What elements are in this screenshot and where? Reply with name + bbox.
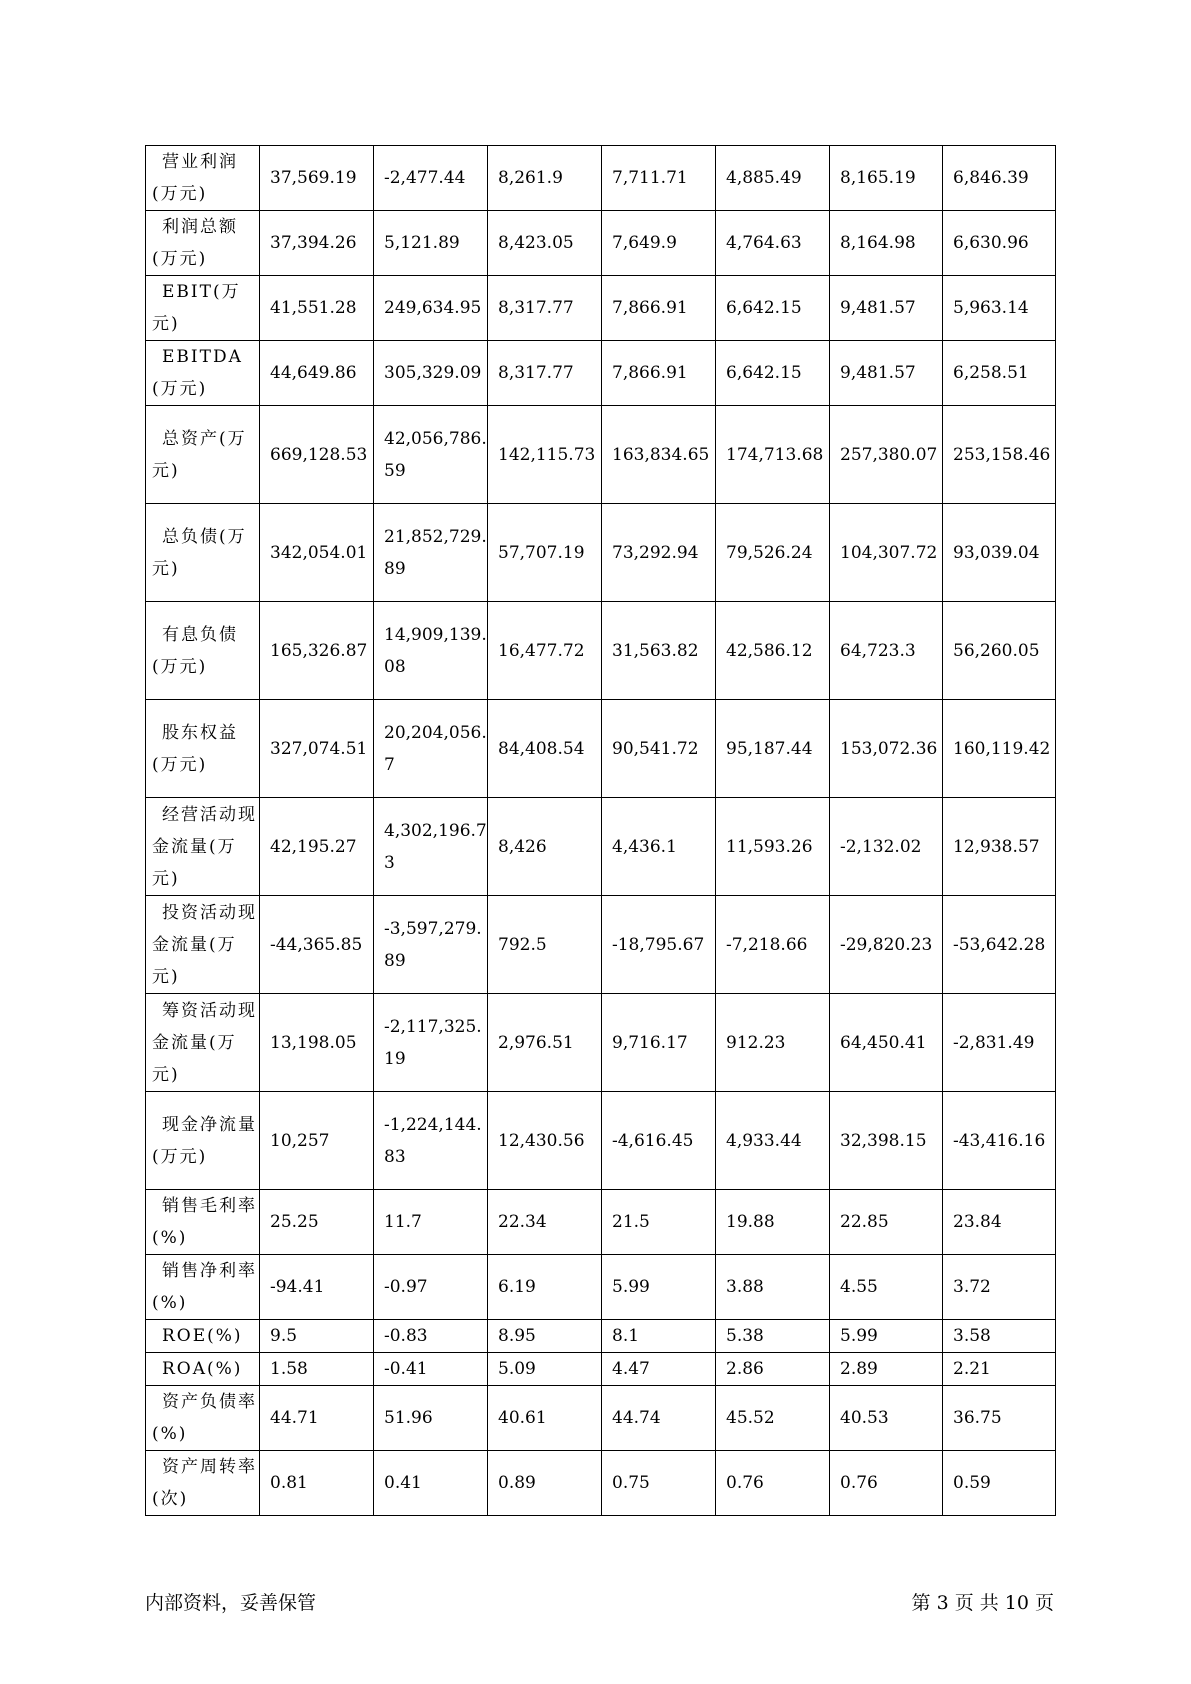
table-cell: 42,586.12 xyxy=(716,602,830,700)
row-label: 现金净流量(万元) xyxy=(146,1092,260,1190)
table-row xyxy=(146,1092,1056,1190)
table-row xyxy=(146,602,1056,700)
table-row xyxy=(146,1353,1056,1386)
table-cell: 6,642.15 xyxy=(716,341,830,406)
table-cell: 3.72 xyxy=(943,1255,1056,1320)
table-cell: 20,204,056.7 xyxy=(374,700,488,798)
table-cell: 22.34 xyxy=(488,1190,602,1255)
table-cell: 2.89 xyxy=(830,1353,943,1386)
table-cell: 40.53 xyxy=(830,1386,943,1451)
table-cell: 57,707.19 xyxy=(488,504,602,602)
table-cell: 7,711.71 xyxy=(602,146,716,211)
table-cell: 0.81 xyxy=(260,1451,374,1516)
table-cell: 12,938.57 xyxy=(943,798,1056,896)
table-row xyxy=(146,211,1056,276)
table-cell: 8,317.77 xyxy=(488,276,602,341)
table-cell: 4,885.49 xyxy=(716,146,830,211)
table-cell: -43,416.16 xyxy=(943,1092,1056,1190)
table-cell: 21.5 xyxy=(602,1190,716,1255)
table-row xyxy=(146,1255,1056,1320)
table-cell: 1.58 xyxy=(260,1353,374,1386)
table-cell: 8,261.9 xyxy=(488,146,602,211)
table-cell: 4.55 xyxy=(830,1255,943,1320)
table-cell: 0.75 xyxy=(602,1451,716,1516)
table-cell: 2.86 xyxy=(716,1353,830,1386)
table-cell: 44.71 xyxy=(260,1386,374,1451)
table-cell: -94.41 xyxy=(260,1255,374,1320)
table-row xyxy=(146,798,1056,896)
table-row xyxy=(146,276,1056,341)
table-cell: 9,481.57 xyxy=(830,341,943,406)
table-cell: 5.38 xyxy=(716,1320,830,1353)
table-cell: 32,398.15 xyxy=(830,1092,943,1190)
table-cell: 64,450.41 xyxy=(830,994,943,1092)
footer-page-number: 第 3 页 共 10 页 xyxy=(911,1592,1054,1614)
table-cell: 93,039.04 xyxy=(943,504,1056,602)
table-cell: -2,477.44 xyxy=(374,146,488,211)
row-label: 资产负债率(%) xyxy=(146,1386,260,1451)
table-cell: 6,846.39 xyxy=(943,146,1056,211)
row-label: 利润总额(万元) xyxy=(146,211,260,276)
table-cell: 327,074.51 xyxy=(260,700,374,798)
table-cell: 14,909,139.08 xyxy=(374,602,488,700)
table-cell: 95,187.44 xyxy=(716,700,830,798)
table-cell: 2.21 xyxy=(943,1353,1056,1386)
table-cell: 9.5 xyxy=(260,1320,374,1353)
table-cell: 84,408.54 xyxy=(488,700,602,798)
table-row xyxy=(146,1320,1056,1353)
table-cell: 160,119.42 xyxy=(943,700,1056,798)
table-cell: 6,258.51 xyxy=(943,341,1056,406)
table-cell: 40.61 xyxy=(488,1386,602,1451)
table-cell: 21,852,729.89 xyxy=(374,504,488,602)
table-cell: 42,056,786.59 xyxy=(374,406,488,504)
table-cell: 25.25 xyxy=(260,1190,374,1255)
table-row xyxy=(146,994,1056,1092)
table-cell: 22.85 xyxy=(830,1190,943,1255)
table-cell: 104,307.72 xyxy=(830,504,943,602)
footer-confidential-note: 内部资料，妥善保管 xyxy=(145,1592,317,1614)
table-cell: -44,365.85 xyxy=(260,896,374,994)
table-cell: 11,593.26 xyxy=(716,798,830,896)
table-cell: -2,831.49 xyxy=(943,994,1056,1092)
row-label: 经营活动现金流量(万元) xyxy=(146,798,260,896)
table-cell: 0.59 xyxy=(943,1451,1056,1516)
table-cell: 90,541.72 xyxy=(602,700,716,798)
table-cell: 305,329.09 xyxy=(374,341,488,406)
table-cell: 163,834.65 xyxy=(602,406,716,504)
table-cell: 13,198.05 xyxy=(260,994,374,1092)
table-cell: -4,616.45 xyxy=(602,1092,716,1190)
table-cell: 5,963.14 xyxy=(943,276,1056,341)
table-cell: -0.97 xyxy=(374,1255,488,1320)
table-cell: 4,436.1 xyxy=(602,798,716,896)
table-cell: 792.5 xyxy=(488,896,602,994)
financial-data-table xyxy=(145,145,1056,1516)
row-label: 营业利润(万元) xyxy=(146,146,260,211)
table-cell: -0.41 xyxy=(374,1353,488,1386)
row-label: ROE(%) xyxy=(146,1320,260,1353)
table-cell: 0.89 xyxy=(488,1451,602,1516)
table-cell: 44,649.86 xyxy=(260,341,374,406)
table-cell: 31,563.82 xyxy=(602,602,716,700)
table-row xyxy=(146,896,1056,994)
table-cell: 8.95 xyxy=(488,1320,602,1353)
table-cell: 44.74 xyxy=(602,1386,716,1451)
table-cell: 5.99 xyxy=(830,1320,943,1353)
table-cell: 8,317.77 xyxy=(488,341,602,406)
table-cell: 8,165.19 xyxy=(830,146,943,211)
table-row xyxy=(146,504,1056,602)
table-cell: -2,132.02 xyxy=(830,798,943,896)
table-cell: 5.99 xyxy=(602,1255,716,1320)
table-cell: 342,054.01 xyxy=(260,504,374,602)
table-row xyxy=(146,146,1056,211)
table-cell: 0.76 xyxy=(830,1451,943,1516)
table-cell: 142,115.73 xyxy=(488,406,602,504)
table-cell: 2,976.51 xyxy=(488,994,602,1092)
table-cell: -18,795.67 xyxy=(602,896,716,994)
table-cell: 36.75 xyxy=(943,1386,1056,1451)
row-label: 销售净利率(%) xyxy=(146,1255,260,1320)
table-cell: 51.96 xyxy=(374,1386,488,1451)
table-cell: 73,292.94 xyxy=(602,504,716,602)
table-cell: 5.09 xyxy=(488,1353,602,1386)
row-label: 销售毛利率(%) xyxy=(146,1190,260,1255)
row-label: 有息负债(万元) xyxy=(146,602,260,700)
table-cell: 5,121.89 xyxy=(374,211,488,276)
table-row xyxy=(146,1386,1056,1451)
table-cell: 8,164.98 xyxy=(830,211,943,276)
table-cell: 45.52 xyxy=(716,1386,830,1451)
table-row xyxy=(146,341,1056,406)
table-cell: 174,713.68 xyxy=(716,406,830,504)
table-cell: 249,634.95 xyxy=(374,276,488,341)
table-row xyxy=(146,406,1056,504)
table-cell: 7,866.91 xyxy=(602,276,716,341)
table-cell: 79,526.24 xyxy=(716,504,830,602)
table-cell: 8.1 xyxy=(602,1320,716,1353)
table-cell: 11.7 xyxy=(374,1190,488,1255)
table-row xyxy=(146,1190,1056,1255)
table-cell: 165,326.87 xyxy=(260,602,374,700)
row-label: 总资产(万元) xyxy=(146,406,260,504)
table-cell: 23.84 xyxy=(943,1190,1056,1255)
table-cell: 669,128.53 xyxy=(260,406,374,504)
row-label: ROA(%) xyxy=(146,1353,260,1386)
table-cell: -0.83 xyxy=(374,1320,488,1353)
table-cell: 0.76 xyxy=(716,1451,830,1516)
table-cell: 257,380.07 xyxy=(830,406,943,504)
table-cell: 16,477.72 xyxy=(488,602,602,700)
row-label: EBIT(万元) xyxy=(146,276,260,341)
table-cell: 37,394.26 xyxy=(260,211,374,276)
table-cell: 7,649.9 xyxy=(602,211,716,276)
table-cell: 3.58 xyxy=(943,1320,1056,1353)
table-cell: 7,866.91 xyxy=(602,341,716,406)
table-cell: 4,302,196.73 xyxy=(374,798,488,896)
table-cell: -7,218.66 xyxy=(716,896,830,994)
table-cell: -29,820.23 xyxy=(830,896,943,994)
row-label: 总负债(万元) xyxy=(146,504,260,602)
table-cell: 153,072.36 xyxy=(830,700,943,798)
row-label: 投资活动现金流量(万元) xyxy=(146,896,260,994)
table-cell: 3.88 xyxy=(716,1255,830,1320)
table-cell: 56,260.05 xyxy=(943,602,1056,700)
table-cell: 42,195.27 xyxy=(260,798,374,896)
table-cell: -3,597,279.89 xyxy=(374,896,488,994)
table-cell: 912.23 xyxy=(716,994,830,1092)
table-cell: 37,569.19 xyxy=(260,146,374,211)
table-cell: 253,158.46 xyxy=(943,406,1056,504)
table-cell: -1,224,144.83 xyxy=(374,1092,488,1190)
table-cell: 4,933.44 xyxy=(716,1092,830,1190)
table-cell: 41,551.28 xyxy=(260,276,374,341)
table-cell: 0.41 xyxy=(374,1451,488,1516)
table-cell: 9,716.17 xyxy=(602,994,716,1092)
row-label: 资产周转率(次) xyxy=(146,1451,260,1516)
table-cell: 10,257 xyxy=(260,1092,374,1190)
table-cell: 19.88 xyxy=(716,1190,830,1255)
table-cell: -2,117,325.19 xyxy=(374,994,488,1092)
table-row xyxy=(146,1451,1056,1516)
table-cell: 4,764.63 xyxy=(716,211,830,276)
table-cell: 4.47 xyxy=(602,1353,716,1386)
table-cell: 64,723.3 xyxy=(830,602,943,700)
table-cell: 9,481.57 xyxy=(830,276,943,341)
table-cell: 6,630.96 xyxy=(943,211,1056,276)
table-cell: 6,642.15 xyxy=(716,276,830,341)
table-cell: 12,430.56 xyxy=(488,1092,602,1190)
table-cell: 8,423.05 xyxy=(488,211,602,276)
table-cell: 8,426 xyxy=(488,798,602,896)
table-cell: 6.19 xyxy=(488,1255,602,1320)
row-label: EBITDA(万元) xyxy=(146,341,260,406)
row-label: 股东权益(万元) xyxy=(146,700,260,798)
row-label: 筹资活动现金流量(万元) xyxy=(146,994,260,1092)
table-cell: -53,642.28 xyxy=(943,896,1056,994)
table-row xyxy=(146,700,1056,798)
